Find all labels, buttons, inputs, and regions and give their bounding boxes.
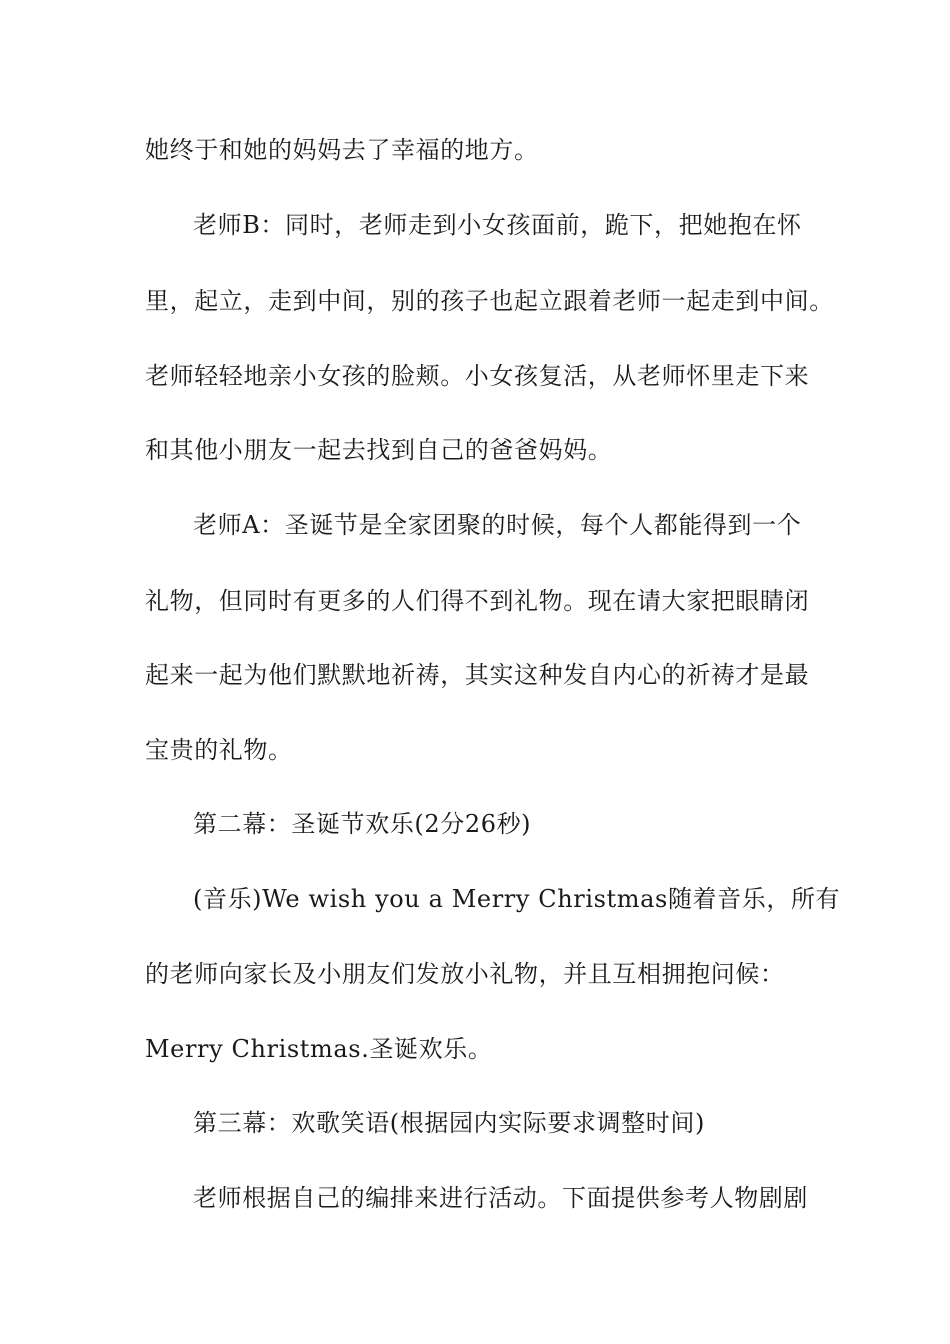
text-line: Merry Christmas.圣诞欢乐。 <box>145 1035 493 1063</box>
section-heading: 第三幕：欢歌笑语(根据园内实际要求调整时间) <box>193 1109 705 1137</box>
text-line: 老师轻轻地亲小女孩的脸颊。小女孩复活，从老师怀里走下来 <box>145 362 810 390</box>
text-line: 和其他小朋友一起去找到自己的爸爸妈妈。 <box>145 436 613 464</box>
text-line: 宝贵的礼物。 <box>145 736 293 764</box>
text-line: 老师A：圣诞节是全家团聚的时候，每个人都能得到一个 <box>193 511 802 539</box>
text-line: 她终于和她的妈妈去了幸福的地方。 <box>145 136 539 164</box>
text-line: 起来一起为他们默默地祈祷，其实这种发自内心的祈祷才是最 <box>145 661 810 689</box>
text-line: 老师B：同时，老师走到小女孩面前，跪下，把她抱在怀 <box>193 211 802 239</box>
text-line: 礼物，但同时有更多的人们得不到礼物。现在请大家把眼睛闭 <box>145 587 810 615</box>
text-line: (音乐)We wish you a Merry Christmas随着音乐，所有 <box>193 885 841 913</box>
text-line: 老师根据自己的编排来进行活动。下面提供参考人物剧剧 <box>193 1184 808 1212</box>
text-line: 的老师向家长及小朋友们发放小礼物，并且互相拥抱问候： <box>145 960 785 988</box>
text-line: 里，起立，走到中间，别的孩子也起立跟着老师一起走到中间。 <box>145 287 834 315</box>
section-heading: 第二幕：圣诞节欢乐(2分26秒) <box>193 810 532 838</box>
